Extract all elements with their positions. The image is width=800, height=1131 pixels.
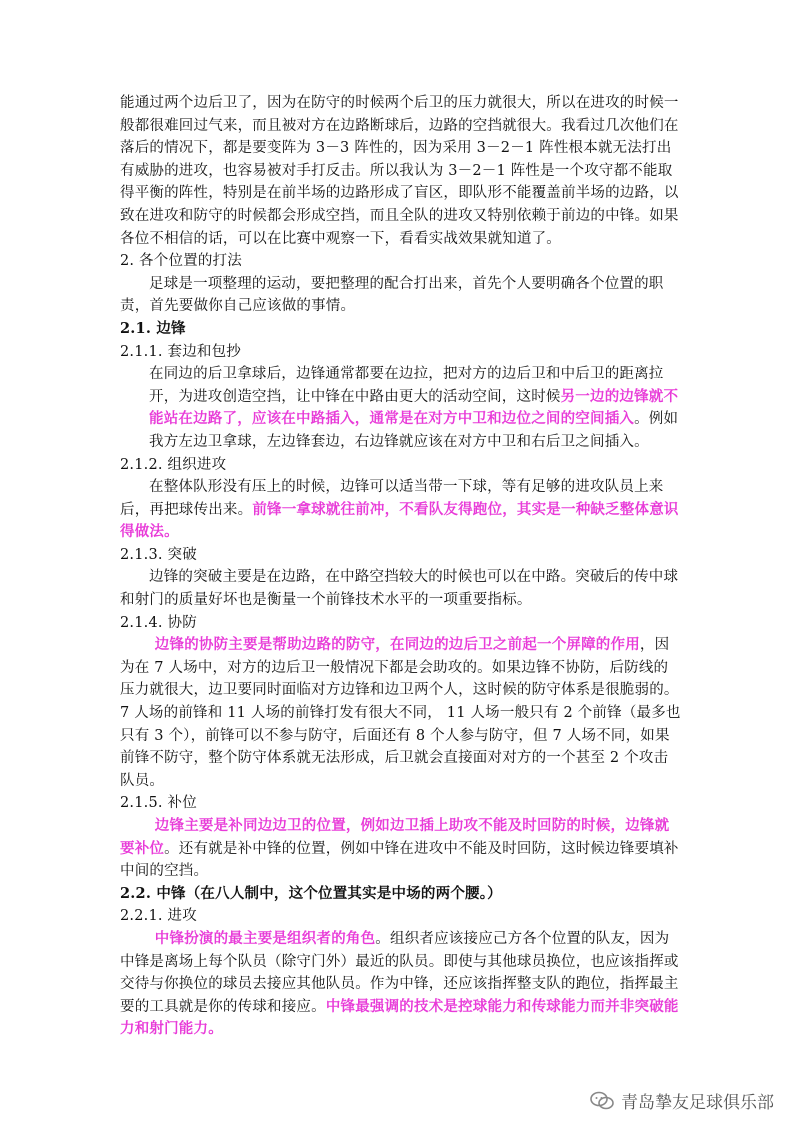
paragraph-p11 — [120, 612, 682, 635]
paragraph-p10 — [120, 566, 682, 611]
body-text: 2.1.4. 协防 — [120, 614, 197, 631]
paragraph-p1 — [120, 92, 682, 250]
body-text: 能通过两个边后卫了，因为在防守的时候两个后卫的压力就很大，所以在进攻的时候一般都很难回过气来，而且被对方在边路断球后，边路的空挡就很大。我看过几次他们在落后的情况下，都是要变阵为 3－3 阵性的，因为采用 3－2－1 阵性根本就无法打出有威胁的进攻，也容易被对手打反击。所以我认为 3－2－1 阵性是一个攻守都不能取得平衡的阵性，特别是在前半场的边路形成了盲区，即队形不能覆盖前半场的边路，以致在进攻和防守的时候都会形成空挡，而且全队的进攻又特别依赖于前边的中锋。如果各位不相信的话，可以在比赛中观察一下，看看实战效果就知道了。 — [120, 95, 679, 247]
body-text: 边锋的突破主要是在边路，在中路空挡较大的时候也可以在中路。突破后的传中球和射门的质量好坏也是衡量一个前锋技术水平的一项重要指标。 — [120, 569, 679, 609]
paragraph-p16 — [120, 905, 682, 928]
body-text: 2.1.5. 补位 — [120, 795, 197, 812]
watermark — [589, 1088, 774, 1113]
body-text: 2.1. 边锋 — [120, 319, 186, 337]
body-text: 。还有就是补中锋的位置，例如中锋在进攻中不能及时回防，这时候边锋要填补中间的空挡。 — [120, 840, 679, 880]
body-text: 。例如我方左边卫拿球，左边锋套边，右边锋就应该在对方中卫和右后卫之间插入。 — [149, 411, 679, 450]
body-text: 足球是一项整理的运动，要把整理的配合打出来，首先个人要明确各个位置的职责，首先要做你自己应该做的事情。 — [120, 275, 664, 315]
document-body — [120, 92, 682, 1041]
body-text: 2.1.2. 组织进攻 — [120, 456, 227, 473]
highlight-text: 中锋最强调的技术是控球能力和传球能力而并非突破能力和射门能力。 — [120, 997, 679, 1038]
paragraph-p6 — [120, 363, 682, 453]
body-text: 2. 各个位置的打法 — [120, 253, 242, 270]
body-text: ，因为在 7 人场中，对方的边后卫一般情况下都是会助攻的。如果边锋不协防，后防线的压力就很大，边卫要同时面临对方边锋和边卫两个人，这时候的防守体系是很脆弱的。7 人场的前锋和 11 人场的前锋打发有很大不同， 11 人场一般只有 2 个前锋（最多也只有 3 个），前锋可以不参与防守，后面还有 8 个人参与防守，但 7 人场不同，如果前锋不防守，整个防守体系就无法形成，后卫就会直接面对对方的一个甚至 2 个攻击队员。 — [120, 637, 681, 789]
highlight-text: 边锋主要是补同边边卫的位置，例如边卫插上助攻不能及时回防的时候，边锋就要补位 — [120, 817, 670, 857]
paragraph-p2 — [120, 250, 682, 273]
highlight-text: 中锋扮演的最主要是组织者的角色 — [154, 929, 376, 947]
body-text: 2.2. 中锋（在八人制中，这个位置其实是中场的两个腰。） — [120, 884, 502, 902]
highlight-text: 前锋一拿球就往前冲，不看队友得跑位，其实是一种缺乏整体意识得做法。 — [120, 500, 679, 541]
body-text: 2.2.1. 进攻 — [120, 908, 197, 925]
paragraph-p15 — [120, 883, 682, 906]
paragraph-p17 — [120, 928, 682, 1041]
highlight-text: 边锋的协防主要是帮助边路的防守，在同边的边后卫之前起一个屏障的作用 — [154, 636, 640, 654]
body-text: 在同边的后卫拿球后，边锋通常都要在边拉，把对方的边后卫和中后卫的距离拉开，为进攻创造空挡，让中锋在中路由更大的活动空间，这时候 — [149, 366, 664, 405]
body-text: 在整体队形没有压上的时候，边锋可以适当带一下球，等有足够的进攻队员上来后，再把球传出来。 — [120, 479, 664, 518]
body-text: 。组织者应该接应己方各个位置的队友，因为中锋是离场上每个队员（除守门外）最近的队员。即使与其他球员换位，也应该指挥或交待与你换位的球员去接应其他队员。作为中锋，还应该指挥整支队的跑位，指挥最主要的工具就是你的传球和接应。 — [120, 930, 679, 1015]
paragraph-p3 — [120, 273, 682, 318]
paragraph-p12 — [120, 634, 682, 792]
body-text: 2.1.1. 套边和包抄 — [120, 343, 242, 360]
paragraph-p5 — [120, 341, 682, 364]
paragraph-p7 — [120, 454, 682, 477]
wechat-channel-icon — [589, 1090, 615, 1112]
paragraph-p4 — [120, 318, 682, 341]
paragraph-p9 — [120, 544, 682, 567]
paragraph-p8 — [120, 476, 682, 544]
paragraph-p13 — [120, 792, 682, 815]
highlight-text: 另一边的边锋就不能站在边路了，应该在中路插入，通常是在对方中卫和边位之间的空间插入 — [149, 387, 679, 428]
paragraph-p14 — [120, 815, 682, 883]
watermark-text: 青岛摯友足球俱乐部 — [621, 1093, 774, 1113]
body-text: 2.1.3. 突破 — [120, 546, 197, 563]
